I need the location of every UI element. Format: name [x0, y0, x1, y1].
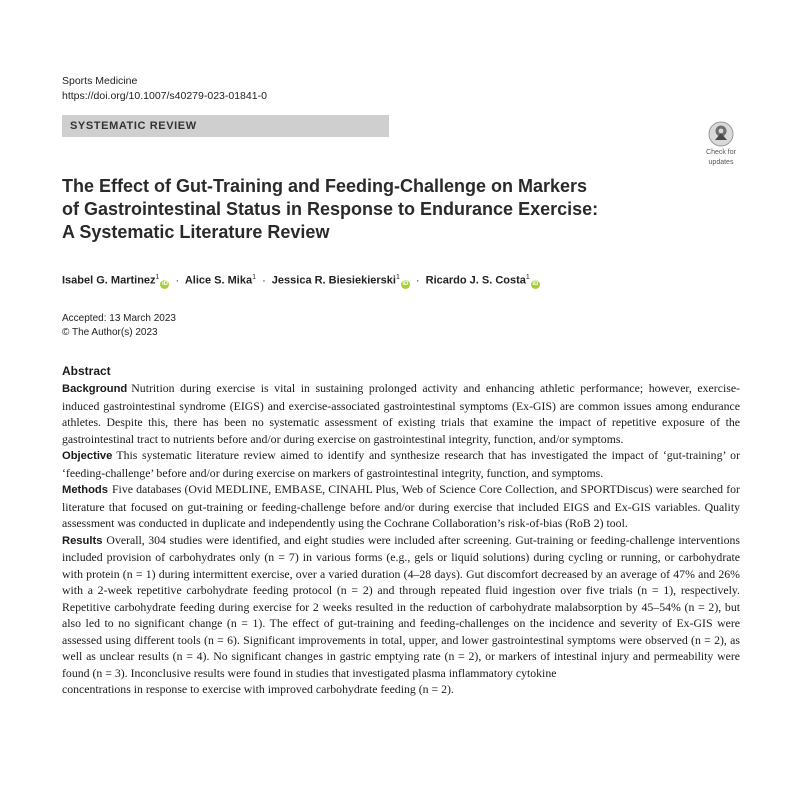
author-separator: · — [415, 274, 420, 287]
article-type-banner: SYSTEMATIC REVIEW — [62, 115, 389, 137]
orcid-icon[interactable]: iD — [402, 280, 409, 287]
doi-link[interactable]: https://doi.org/10.1007/s40279-023-01841-0 — [62, 90, 267, 102]
abstract-body — [62, 380, 740, 681]
author-list — [62, 270, 762, 289]
objective-text: This systematic literature review aimed to identify and synthesize research that has investigated the impact of ‘gut-training’ or ‘feeding-challenge’ before and/or during exercise on markers of gastrointestinal integrity, function, and symptoms. — [62, 448, 740, 480]
accepted-date: Accepted: 13 March 2023 — [62, 313, 176, 324]
abstract-objective — [62, 447, 740, 481]
crossmark-icon — [708, 121, 734, 147]
crossmark-line2: updates — [708, 158, 734, 166]
methods-label: Methods — [62, 484, 108, 496]
author-affiliation: 1 — [395, 274, 400, 281]
journal-header — [62, 74, 267, 104]
title-line-2: of Gastrointestinal Status in Response to Endurance Exercise: — [62, 199, 599, 219]
journal-name: Sports Medicine — [62, 75, 138, 87]
results-text: Overall, 304 studies were identified, and eight studies were included after screening. Gut-training or feeding-challenge interventions included provision of carbohydrates only (n = 7) in various forms (e.g., gels or liquid solutions) during cycling or running, or carbohydrate with protein (n = 1) during intermittent exercise, over a varied duration (4–28 days). Gut discomfort decreased by an average of 47% and 26% with a 2-week repetitive carbohydrate feeding protocol (n = 2) and through repeated fluid ingestion over five trials (n = 1), respectively. Repetitive carbohydrate feeding during exercise for 2 weeks resulted in the reduction of carbohydrate malabsorption by 45–54% (n = 2), but also led to no significant change (n = 1). The effect of gut-training and feeding-challenges on the incidence and severity of Ex-GIS were assessed using different tools (n = 6). Significant improvements in total, upper, and lower gastrointestinal symptoms were observed (n = 2), as well as unclear results (n = 4). No significant changes in gastric emptying rate (n = 2), or markers of intestinal injury and permeability were found (n = 3). Inconclusive results were found in studies that investigated plasma inflammatory cytokine — [62, 532, 740, 680]
abstract-cutoff-line: concentrations in response to exercise with improved carbohydrate feeding (n = 2). — [62, 682, 454, 696]
author-separator: · — [262, 274, 266, 287]
title-line-3: A Systematic Literature Review — [62, 222, 330, 242]
author-name[interactable]: Isabel G. Martinez — [62, 274, 156, 287]
author-name[interactable]: Jessica R. Biesiekierski — [271, 274, 396, 287]
results-label: Results — [62, 534, 103, 547]
author-affiliation: 1 — [252, 274, 256, 281]
orcid-icon[interactable]: iD — [532, 280, 539, 287]
background-text: Nutrition during exercise is vital in sustaining prolonged activity and enhancing athletic performance; however, exercise-induced gastrointestinal syndrome (EIGS) and exercise-associated gastrointestinal symptoms (Ex-GIS) are common issues among endurance athletes. Despite this, there has been no systematic assessment of existing trials that examine the impact of repetitive exposure of the gastrointestinal tract to nutrients before and/or during exercise on gastrointestinal integrity, function, and/or symptoms. — [62, 381, 740, 446]
title-line-1: The Effect of Gut-Training and Feeding-Challenge on Markers — [62, 176, 588, 196]
author-separator: · — [175, 274, 180, 287]
orcid-icon[interactable]: iD — [161, 280, 168, 287]
crossmark-line1: Check for — [706, 149, 736, 156]
background-label: Background — [62, 383, 128, 395]
author-name[interactable]: Alice S. Mika — [184, 274, 253, 287]
abstract-heading: Abstract — [62, 364, 111, 378]
check-for-updates-badge[interactable] — [700, 121, 742, 166]
abstract-background — [62, 380, 740, 447]
methods-text: Five databases (Ovid MEDLINE, EMBASE, CINAHL Plus, Web of Science Core Collection, and SPORTDiscus) were searched for literature that focused on gut-training or feeding-challenge before and/or during exercise that included EIGS and Ex-GIS variables. Quality assessment was conducted in duplicate and independently using the Cochrane Collaboration’s risk-of-bias (RoB 2) tool. — [62, 482, 740, 530]
author-affiliation: 1 — [525, 274, 530, 281]
objective-label: Objective — [62, 450, 113, 462]
publication-dates — [62, 312, 176, 340]
abstract-methods — [62, 481, 740, 532]
author-affiliation: 1 — [155, 274, 160, 281]
copyright-notice: © The Author(s) 2023 — [62, 327, 158, 338]
author-name[interactable]: Ricardo J. S. Costa — [425, 274, 526, 287]
abstract-results — [62, 532, 740, 682]
article-title — [62, 175, 702, 244]
